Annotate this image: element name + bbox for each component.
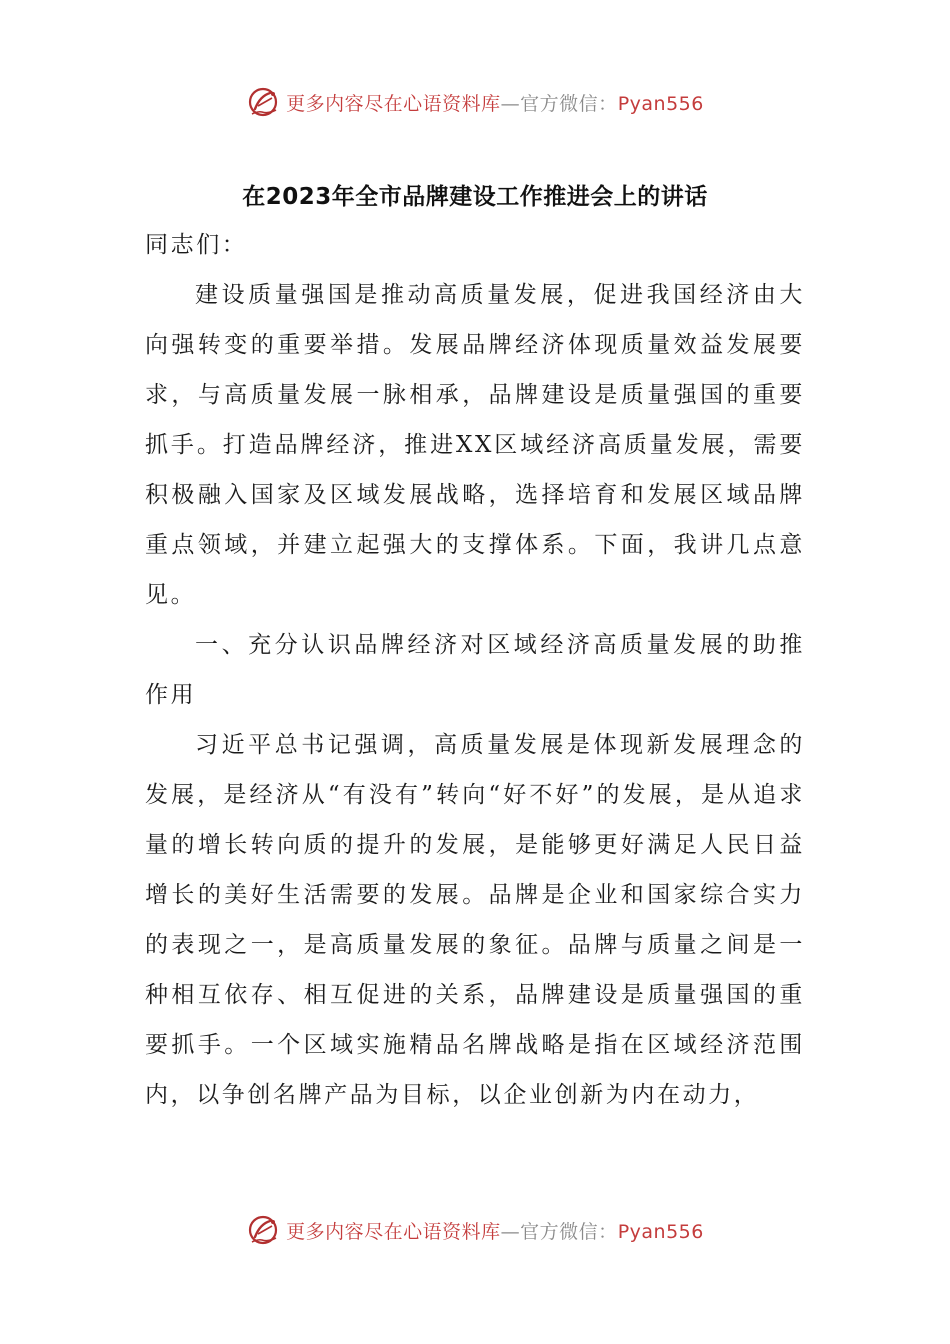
- watermark-lead: 更多内容尽在心语资料库: [286, 1220, 501, 1243]
- paragraph-intro: 建设质量强国是推动高质量发展，促进我国经济由大向强转变的重要举措。发展品牌经济体现质量效益发展要求，与高质量发展一脉相承，品牌建设是质量强国的重要抓手。打造品牌经济，推进XX区域经济高质量发展，需要积极融入国家及区域发展战略，选择培育和发展区域品牌重点领域，并建立起强大的支撑体系。下面，我讲几点意见。: [145, 282, 805, 608]
- watermark-text: [286, 1217, 704, 1244]
- watermark-lead: 更多内容尽在心语资料库: [286, 92, 501, 115]
- section-heading-1: 一、充分认识品牌经济对区域经济高质量发展的助推作用: [145, 632, 805, 708]
- watermark-wechat-id: Pyan556: [617, 92, 704, 115]
- seal-pen-logo-icon: [246, 1212, 282, 1248]
- watermark-dash: —: [500, 1220, 521, 1243]
- watermark-text: [286, 89, 704, 116]
- seal-pen-logo-icon: [246, 84, 282, 120]
- watermark-label: 官方微信：: [520, 92, 618, 115]
- watermark-wechat-id: Pyan556: [617, 1220, 704, 1243]
- watermark-label: 官方微信：: [520, 1220, 618, 1243]
- paragraph-section-1: 习近平总书记强调，高质量发展是体现新发展理念的发展，是经济从“有没有”转向“好不好”的发展，是从追求量的增长转向质的提升的发展，是能够更好满足人民日益增长的美好生活需要的发展。品牌是企业和国家综合实力的表现之一，是高质量发展的象征。品牌与质量之间是一种相互依存、相互促进的关系，品牌建设是质量强国的重要抓手。一个区域实施精品名牌战略是指在区域经济范围内，以争创名牌产品为目标，以企业创新为内在动力，: [145, 732, 805, 1108]
- footer-watermark-banner: [0, 1210, 950, 1250]
- header-watermark-banner: [0, 82, 950, 122]
- document-body: [145, 220, 805, 1120]
- salutation: 同志们：: [145, 232, 248, 258]
- watermark-dash: —: [500, 92, 521, 115]
- document-title: 在2023年全市品牌建设工作推进会上的讲话: [242, 184, 708, 210]
